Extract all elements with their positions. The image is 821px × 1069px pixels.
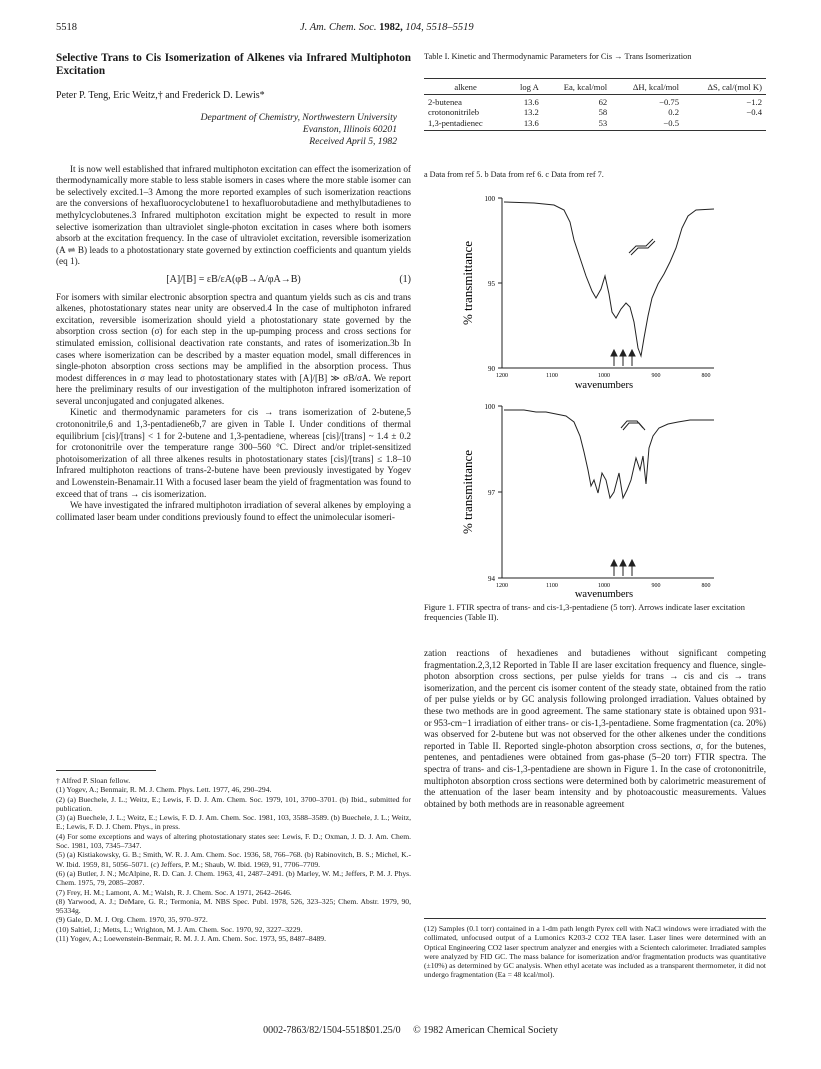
footnote-item: (3) (a) Buechele, J. L.; Weitz, E.; Lewis, F. D. J. Am. Chem. Soc. 1981, 103, 3588–3589. (b) Buechele, J. L.; Weitz, E.; Lewis, F. D. J. Chem. Phys., in press. [56,813,411,832]
journal-volume: 104, 5518–5519 [405,22,474,33]
figure-1-caption: Figure 1. FTIR spectra of trans- and cis-1,3-pentadiene (5 torr). Arrows indicate laser excitation frequencies (Table II). [424,603,745,622]
table-1-caption: Table I. Kinetic and Thermodynamic Parameters for Cis → Trans Isomerization [424,52,692,61]
equation-text: [A]/[B] = εB/εA(φB→A/φA→B) [166,273,301,285]
cis-diene-structure-icon [621,421,645,430]
table-cell [683,118,766,128]
footer-copyright: © 1982 American Chemical Society [413,1025,558,1036]
table-cell: 62 [598,97,608,108]
y-tick-label: 94 [488,575,495,583]
trans-diene-structure-icon [629,239,655,255]
page-number: 5518 [56,22,77,33]
table-cell: crotononitrileb [428,107,480,118]
left-column [56,52,411,523]
table-cell: −0.4 [746,107,762,118]
body-paragraph-3: Kinetic and thermodynamic parameters for cis → trans isomerization of 2-butene,5 crotononitrile,6 and 1,3-pentadiene6b,7 are given in Table I. Under conditions of thermal equilibrium [cis]/[trans] < 1 for 2-butene and 1,3-pentadiene, whereas [cis]/[trans] ~ 1.4 ± 0.2 for crotononitrile over the temperature range 300–560 °C. Direct and/or triplet-sensitized photoisomerization of all three alkenes results in photostationary states [cis]/[trans] ≤ 1.8–10 Infrared multiphoton reactions of trans-2-butene have been previously investigated by Yogev and Lowenstein-Benamair.11 With a focused laser beam the yield of fragmentation was found to exceed that of trans → cis isomerization. [56,407,411,499]
spectrum-bottom-panel [460,403,714,598]
figure-1 [424,188,766,598]
table-header: ΔS, cal/(mol K) [707,82,762,92]
table-header: alkene [454,82,477,92]
footnote-item: (9) Gale, D. M. J. Org. Chem. 1970, 35, 970–972. [56,915,208,925]
received-date: Received April 5, 1982 [309,135,397,147]
body-paragraph-4: We have investigated the infrared multiphoton irradiation of several alkenes by employing a collimated laser beam under conditions previously found to effect the unimolecular isomeri- [56,500,411,522]
authors: Peter P. Teng, Eric Weitz,† and Frederick D. Lewis* [56,90,265,101]
spectrum-top-panel [460,195,714,391]
journal-name: J. Am. Chem. Soc. [300,22,377,33]
table-row [424,107,766,117]
x-tick-label: 1200 [496,373,508,379]
x-tick-label: 900 [651,583,661,589]
table-cell: 13.2 [523,107,539,118]
ftir-spectra [424,188,766,598]
spectrum-cis-curve [504,410,714,498]
x-tick-label: 1000 [598,583,610,589]
footnote-rule-left [56,770,156,771]
table-cell: 13.6 [523,97,539,108]
x-tick-label: 1100 [546,583,558,589]
affiliation-line-2: Evanston, Illinois 60201 [302,123,397,135]
footnote-item: (2) (a) Buechele, J. L.; Weitz, E.; Lewis, F. D. J. Am. Chem. Soc. 1979, 101, 3700–3701. (b) Ibid., submitted for publication. [56,794,411,813]
footnote-item: (10) Saltiel, J.; Metts, L.; Wrighton, M. J. Am. Chem. Soc. 1970, 92, 3227–3229. [56,924,303,934]
table-cell: 1,3-pentadienec [428,117,483,128]
footnote-rule-right [424,918,766,919]
footnote-item: (8) Yarwood, A. J.; DeMare, G. R.; Termonia, M. NBS Spec. Publ. 1978, 526, 323–325; Chem. Abstr. 1979, 90, 95334g. [56,896,411,916]
equation-1 [56,274,411,286]
footnote-item: (11) Yogev, A.; Loewenstein-Benmair, R. M. J. J. Am. Chem. Soc. 1973, 95, 8487–8489. [56,934,326,944]
footnote-item: (6) (a) Butler, J. N.; McAlpine, R. D. Can. J. Chem. 1963, 41, 2487–2491. (b) Marley, W. M.; Jeffers, P. M. J. Phys. Chem. 1975, 79, 2085–2087. [56,868,411,888]
footnote-right: (12) Samples (0.1 torr) contained in a 1-dm path length Pyrex cell with NaCl windows were irradiated with the collimated, unfocused output of a Lumonics K203-2 CO2 TEA laser. Laser lines were determined with an Optical Engineering CO2 laser spectrum analyzer and energies with a Scientech calorimeter. Irradiated samples were analyzed by FID GC. The mass balance for isomerization and/or fragmentation products was quantitative (±10%) as determined by GC analysis. When ethyl acetate was included as a transparent thermometer, it did not undergo fragmentation (Ea = 48 kcal/mol). [424,924,766,980]
spectrum-trans-curve [504,202,714,356]
laser-arrow-icons [611,350,635,366]
x-tick-label: 1100 [546,373,558,379]
laser-arrow-icons [611,560,635,576]
footnote-item: † Alfred P. Sloan fellow. [56,776,131,785]
table-cell: 13.6 [523,117,539,128]
page-footer [0,1025,821,1036]
table-1-footnote: a Data from ref 5. b Data from ref 6. c Data from ref 7. [424,170,604,179]
footnote-item: (1) Yogev, A.; Benmair, R. M. J. Chem. Phys. Lett. 1977, 46, 290–294. [56,785,272,795]
table-cell: −0.75 [659,97,679,108]
running-header [300,22,560,33]
table-rule-top [424,78,766,79]
y-axis-label: % transmittance [460,240,475,326]
table-header: ΔH, kcal/mol [632,82,679,92]
affiliation [56,112,397,148]
body-paragraph-5: zation reactions of hexadienes and butadienes without significant competing fragmentation.2,3,12 Reported in Table II are laser excitation frequency and fluence, single-photon absorption cross sections, per pulse yields for trans → cis and cis → trans isomerization, and the percent cis isomer content of the steady state, obtained from the ratio of per pulse yields or by GC analysis following prolonged irradiation. Values obtained by these two methods are in good agreement. The same stationary state is obtained upon 931- or 953-cm−1 irradiation of either trans- or cis-1,3-pentadiene. Some fragmentation (ca. 20%) was observed for 2-butene but was not observed for the other alkenes under the conditions reported in Table II. Reported single-photon absorption cross sections, σ, for the butenes, pentenes, and pentadienes were obtained from gas-phase (5–20 torr) FTIR spectra. The spectra of trans- and cis-1,3-pentadiene are shown in Figure 1. In the case of crotononitrile, multiphoton absorption cross sections were determined both by calorimetric measurement of the attenuation of the laser beam intensity and by photoacoustic measurements. Values obtained by both methods are in reasonable agreement [424,648,766,809]
footnotes-left [56,776,411,943]
affiliation-line-1: Department of Chemistry, Northwestern University [200,111,397,123]
footnote-item: (7) Frey, H. M.; Lamont, A. M.; Walsh, R. J. Chem. Soc. A 1971, 2642–2646. [56,887,292,897]
y-tick-label: 100 [484,195,495,203]
x-tick-label: 800 [701,373,711,379]
table-cell: 0.2 [668,107,679,118]
table-row [424,97,766,107]
right-column-text [424,648,766,810]
x-tick-label: 1000 [598,373,610,379]
table-1-block [424,52,766,179]
y-tick-label: 90 [488,365,495,373]
body-paragraph-2: For isomers with similar electronic absorption spectra and quantum yields such as cis and trans alkenes, photostationary states near unity are observed.4 In the case of multiphoton infrared excitation, reversible isomerization should yield a photostationary state governed by the absorption cross section (σ) for each step in the up-pumping process and cross sections for stimulated emission, collisional deactivation rate constants, and rates of isomerization.3b In cases where isomerization can be described by a master equation model, small differences in single-photon absorption cross sections may be amplified in the absorption process. Thus modest differences in σ may lead to photostationary states with [A]/[B] ≫ σB/σA. We report here the preliminary results of our investigation of the multiphoton infrared isomerization of several unconjugated and conjugated alkenes. [56,291,411,406]
table-cell: 58 [598,107,608,118]
equation-number: (1) [399,273,411,285]
article-title: Selective Trans to Cis Isomerization of Alkenes via Infrared Multiphoton Excitation [56,52,411,77]
footnote-item: (5) (a) Kistiakowsky, G. B.; Smith, W. R. J. Am. Chem. Soc. 1936, 58, 766–768. (b) Rabinovitch, B. S.; Michel, K.-W. Ibid. 1959, 81, 5056–5071. (c) Jeffers, P. M.; Shaub, W. Ibid. 1969, 91, 7706–7709. [56,850,411,869]
x-tick-label: 800 [701,583,711,589]
table-header: Ea, kcal/mol [563,82,608,92]
x-tick-label: 1200 [496,583,508,589]
y-axis-label: % transmittance [460,449,475,535]
table-header: log A [519,82,539,92]
table-1 [424,82,766,133]
body-paragraph-1: It is now well established that infrared multiphoton excitation can effect the isomerization of thermodynamically more stable to less stable isomers in cases where the more stable isomer can be selectively excited.1–3 Among the more reported examples of such isomerization reactions are the conversions of hexafluorocyclobutene1 to hexafluorobutadiene and methylbutadienes to methylcyclobutenes.3 Infrared multiphoton excitation might be expected to result in more selective isomerization than ultraviolet single-photon excitation in cases where both isomers absorb at the excitation frequency. In the case of ultraviolet excitation, reversible isomerization (A ⇌ B) leads to a photostationary state governed by extinction coefficients and quantum yields (eq 1). [56,163,411,267]
y-tick-label: 97 [488,489,495,497]
footer-code: 0002-7863/82/1504-5518$01.25/0 [263,1025,401,1036]
table-cell: −1.2 [746,97,762,108]
y-tick-label: 100 [484,403,495,411]
x-axis-label: wavenumbers [574,380,634,391]
table-cell: 53 [598,117,608,128]
y-tick-label: 95 [488,280,495,288]
table-cell: −0.5 [663,117,679,128]
footnote-item: (4) For some exceptions and ways of altering photostationary states see: Lewis, F. D.; Oxman, J. D. J. Am. Chem. Soc. 1981, 103, 7345–7347. [56,831,411,851]
table-cell: 2-butenea [428,97,462,108]
x-axis-label: wavenumbers [574,589,634,598]
table-row [424,118,766,128]
journal-year: 1982, [379,22,403,33]
x-tick-label: 900 [651,373,661,379]
